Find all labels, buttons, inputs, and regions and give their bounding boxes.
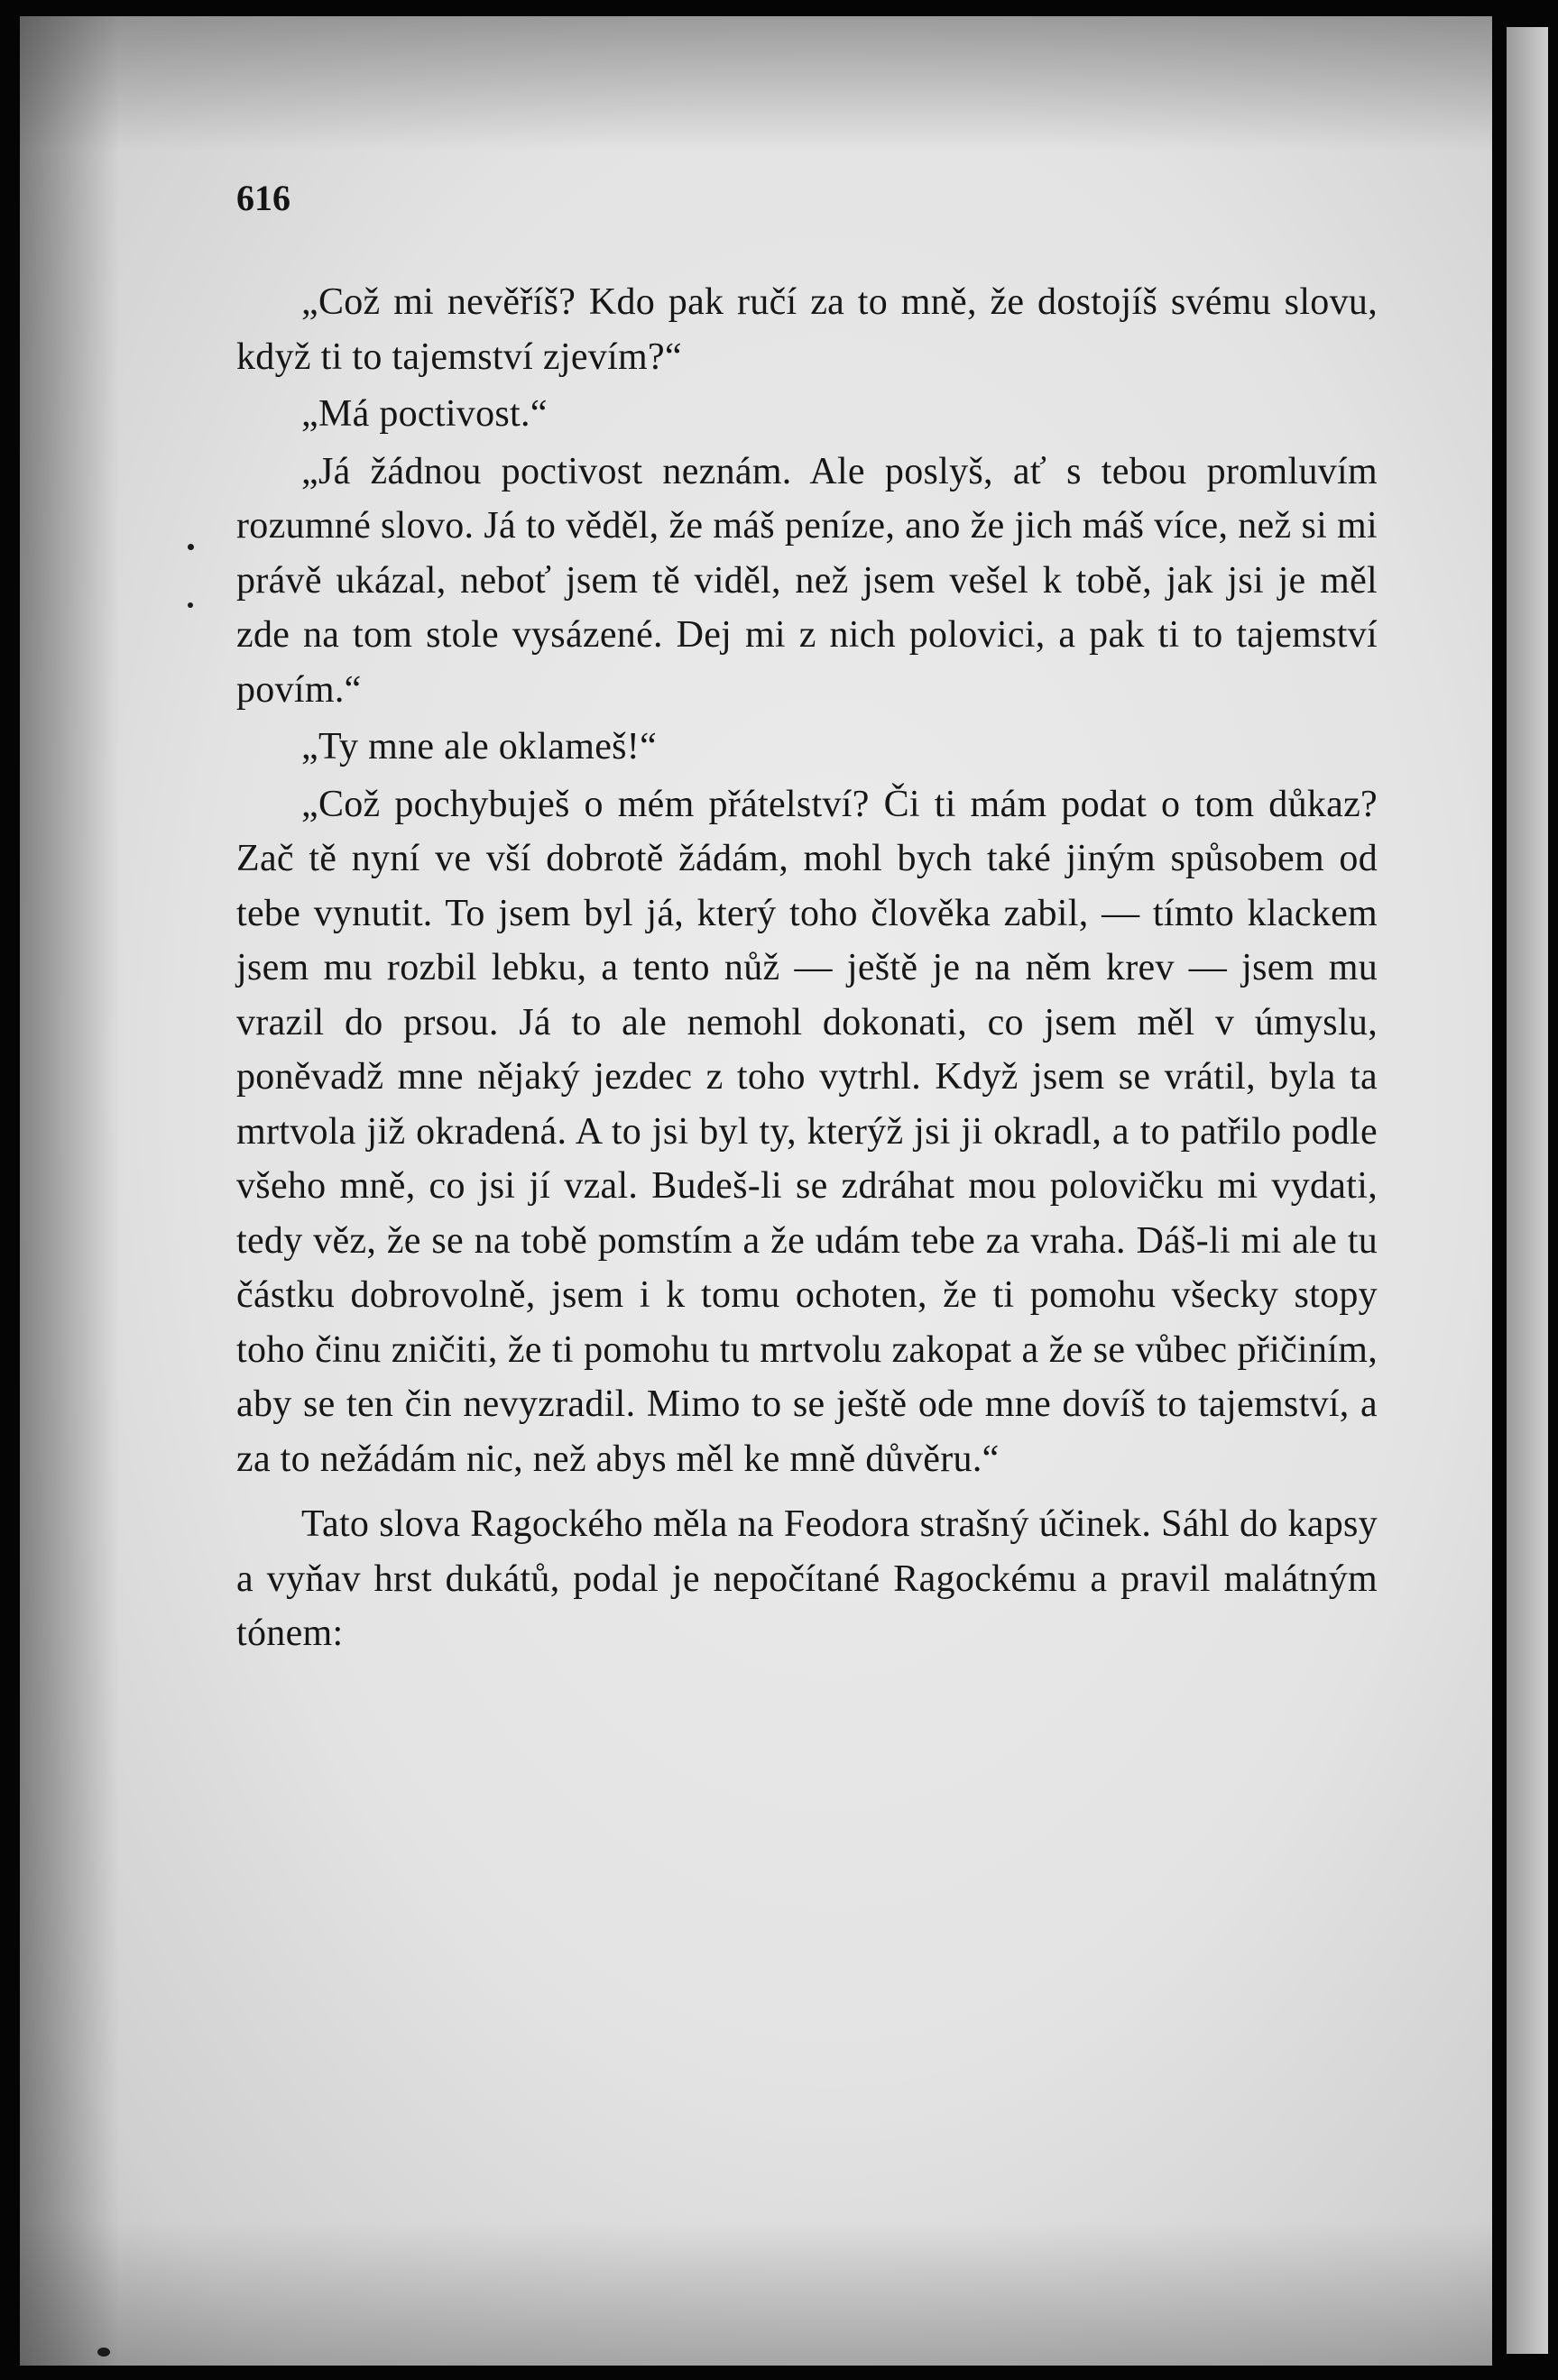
paragraph: „Ty mne ale oklameš!“ xyxy=(301,726,658,767)
adjacent-page-edge xyxy=(1507,27,1548,2354)
paragraph: „Má poctivost.“ xyxy=(301,393,548,435)
page-shadow-top xyxy=(20,16,1492,152)
page-shadow-bottom xyxy=(20,2221,1492,2366)
ink-speck xyxy=(188,544,194,550)
page-shadow-left xyxy=(20,16,119,2366)
body-text xyxy=(236,275,1378,1664)
paragraph: „Já žádnou poctivost neznám. Ale poslyš, ať s tebou promluvím rozumné slovo. Já to věděl, že máš peníze, ano že jich máš více, než si mi právě ukázal, neboť jsem tě viděl, než jsem vešel k tobě, jak jsi je měl zde na tom stole vysázené. Dej mi z nich polovici, a pak ti to tajemství povím.“ xyxy=(236,450,1378,711)
paragraph: „Což mi nevěříš? Kdo pak ručí za to mně, že dostojíš svému slovu, když ti to tajemství zjevím?“ xyxy=(236,281,1378,378)
page-number: 616 xyxy=(236,178,290,218)
ink-speck xyxy=(97,2348,110,2357)
paragraph: „Což pochybuješ o mém přátelství? Či ti mám podat o tom důkaz? Zač tě nyní ve vší dobrotě žádám, mohl bych také jiným spůsobem od tebe vynutit. To jsem byl já, který toho člověka zabil, — tímto klackem jsem mu rozbil lebku, a tento nůž — ještě je na něm krev — jsem mu vrazil do prsou. Já to ale nemohl dokonati, co jsem měl v úmyslu, poněvadž mne nějaký jezdec z toho vytrhl. Když jsem se vrátil, byla ta mrtvola již okradená. A to jsi byl ty, kterýž jsi ji okradl, a to patřilo podle všeho mně, co jsi jí vzal. Budeš-li se zdráhat mou polovičku mi vydati, tedy věz, že se na tobě pomstím a že udám tebe za vraha. Dáš-li mi ale tu částku dobrovolně, jsem i k tomu ochoten, že ti pomohu všecky stopy toho činu zničiti, že ti pomohu tu mrtvolu zakopat a že se vůbec přičiním, aby se ten čin nevyzradil. Mimo to se ještě ode mne dovíš to tajemství, a za to nežádám nic, než abys měl ke mně důvěru.“ xyxy=(236,783,1378,1480)
ink-speck xyxy=(188,602,193,608)
paragraph: Tato slova Ragockého měla na Feodora strašný účinek. Sáhl do kapsy a vyňav hrst dukátů, podal je nepočítané Ragockému a pravil malátným tónem: xyxy=(236,1503,1378,1654)
